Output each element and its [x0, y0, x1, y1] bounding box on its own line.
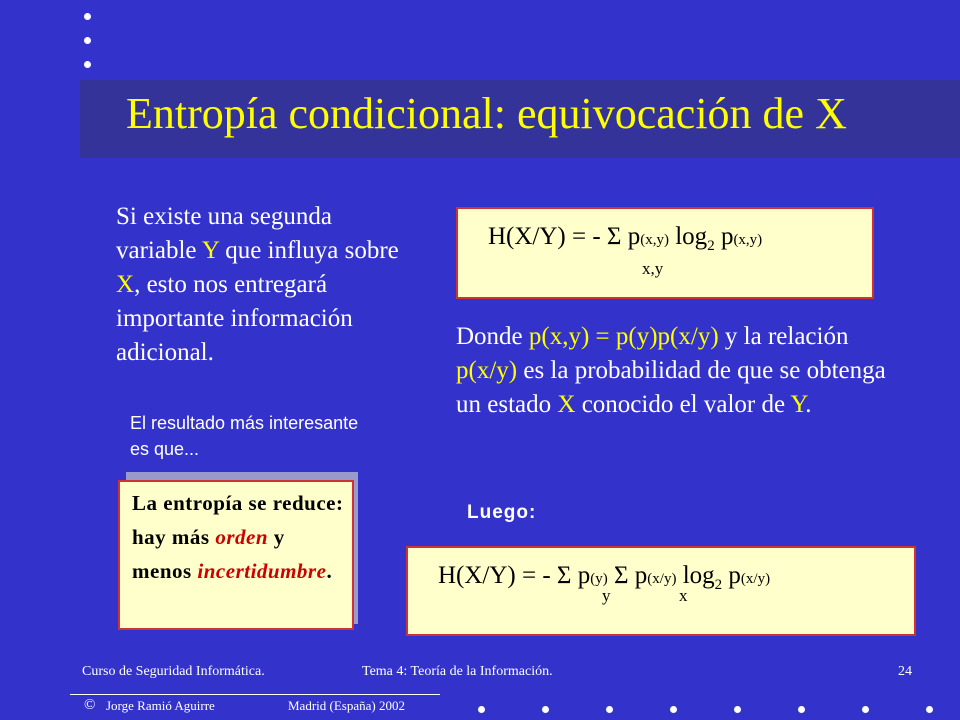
formula-part: H(X/Y) = - Σ p — [438, 562, 591, 589]
slide-title: Entropía condicional: equivocación de X — [126, 89, 847, 138]
decor-dot — [84, 13, 91, 20]
explanation-text: y la relación — [718, 323, 849, 350]
decor-dot — [798, 706, 805, 713]
highlight-line: . — [326, 559, 333, 583]
variable-x: X — [557, 391, 576, 418]
decor-dot — [670, 706, 677, 713]
copyright-symbol: © — [84, 697, 96, 713]
explanation-text: es la probabilidad de que se obtenga un estado — [456, 357, 886, 418]
decor-dot — [84, 37, 91, 44]
footer-place: Madrid (España) 2002 — [288, 698, 405, 713]
variable-x: X — [116, 271, 135, 298]
footer-topic: Tema 4: Teoría de la Información. — [362, 664, 553, 679]
explanation-paragraph — [456, 320, 896, 422]
decor-dot — [926, 706, 933, 713]
variable-y: Y — [790, 391, 806, 418]
intro-text: que influya sobre — [218, 237, 399, 264]
formula-part: p — [714, 223, 734, 250]
word-incertidumbre: incertidumbre — [197, 559, 327, 583]
joint-probability: p(x,y) = p(y)p(x/y) — [528, 323, 719, 350]
formula-subscript: (x,y) — [640, 232, 669, 248]
explanation-text: conocido el valor de — [575, 391, 791, 418]
luego-label: Luego: — [467, 502, 537, 523]
formula-part: H(X/Y) = - Σ p — [488, 223, 641, 250]
highlight-box — [118, 480, 354, 630]
formula-subscript: (y) — [590, 571, 608, 587]
conditional-probability: p(x/y) — [456, 357, 518, 384]
formula-part: log — [676, 562, 715, 589]
footer-page-number: 24 — [898, 664, 912, 679]
formula-subscript: (x/y) — [647, 571, 677, 587]
explanation-text: . — [805, 391, 812, 418]
footer-author: Jorge Ramió Aguirre — [106, 698, 215, 713]
formula-subscript: (x/y) — [740, 571, 771, 587]
intro-text: Si existe una segunda variable — [116, 203, 332, 264]
footer-course: Curso de Seguridad Informática. — [82, 664, 265, 679]
intro-text: , esto nos entregará importante información adicional. — [116, 271, 353, 366]
highlight-line: y menos — [132, 525, 285, 583]
decor-dot — [606, 706, 613, 713]
highlight-text — [132, 486, 347, 588]
decor-dot — [542, 706, 549, 713]
decor-dot — [84, 61, 91, 68]
variable-y: Y — [201, 237, 219, 264]
conditional-entropy-formula — [488, 223, 762, 255]
sum-index: x,y — [642, 259, 664, 278]
intro-paragraph — [116, 200, 406, 370]
formula-box-1 — [456, 207, 874, 299]
decor-dot — [734, 706, 741, 713]
decor-dot — [478, 706, 485, 713]
explanation-text: Donde — [456, 323, 529, 350]
formula-box-2 — [406, 546, 916, 636]
sum-index-x: x — [679, 586, 688, 605]
formula-part: log — [668, 223, 708, 250]
decor-dot — [862, 706, 869, 713]
formula-part: p — [722, 562, 741, 589]
sum-index-y: y — [602, 586, 611, 605]
result-note: El resultado más interesante es que... — [130, 413, 359, 459]
formula-subscript: (x,y) — [733, 232, 763, 248]
formula-subscript: 2 — [714, 577, 723, 593]
formula-part: Σ p — [607, 562, 648, 589]
highlight-line: La entropía se reduce: hay más — [132, 491, 344, 549]
word-orden: orden — [215, 525, 269, 549]
formula-subscript: 2 — [707, 238, 715, 254]
